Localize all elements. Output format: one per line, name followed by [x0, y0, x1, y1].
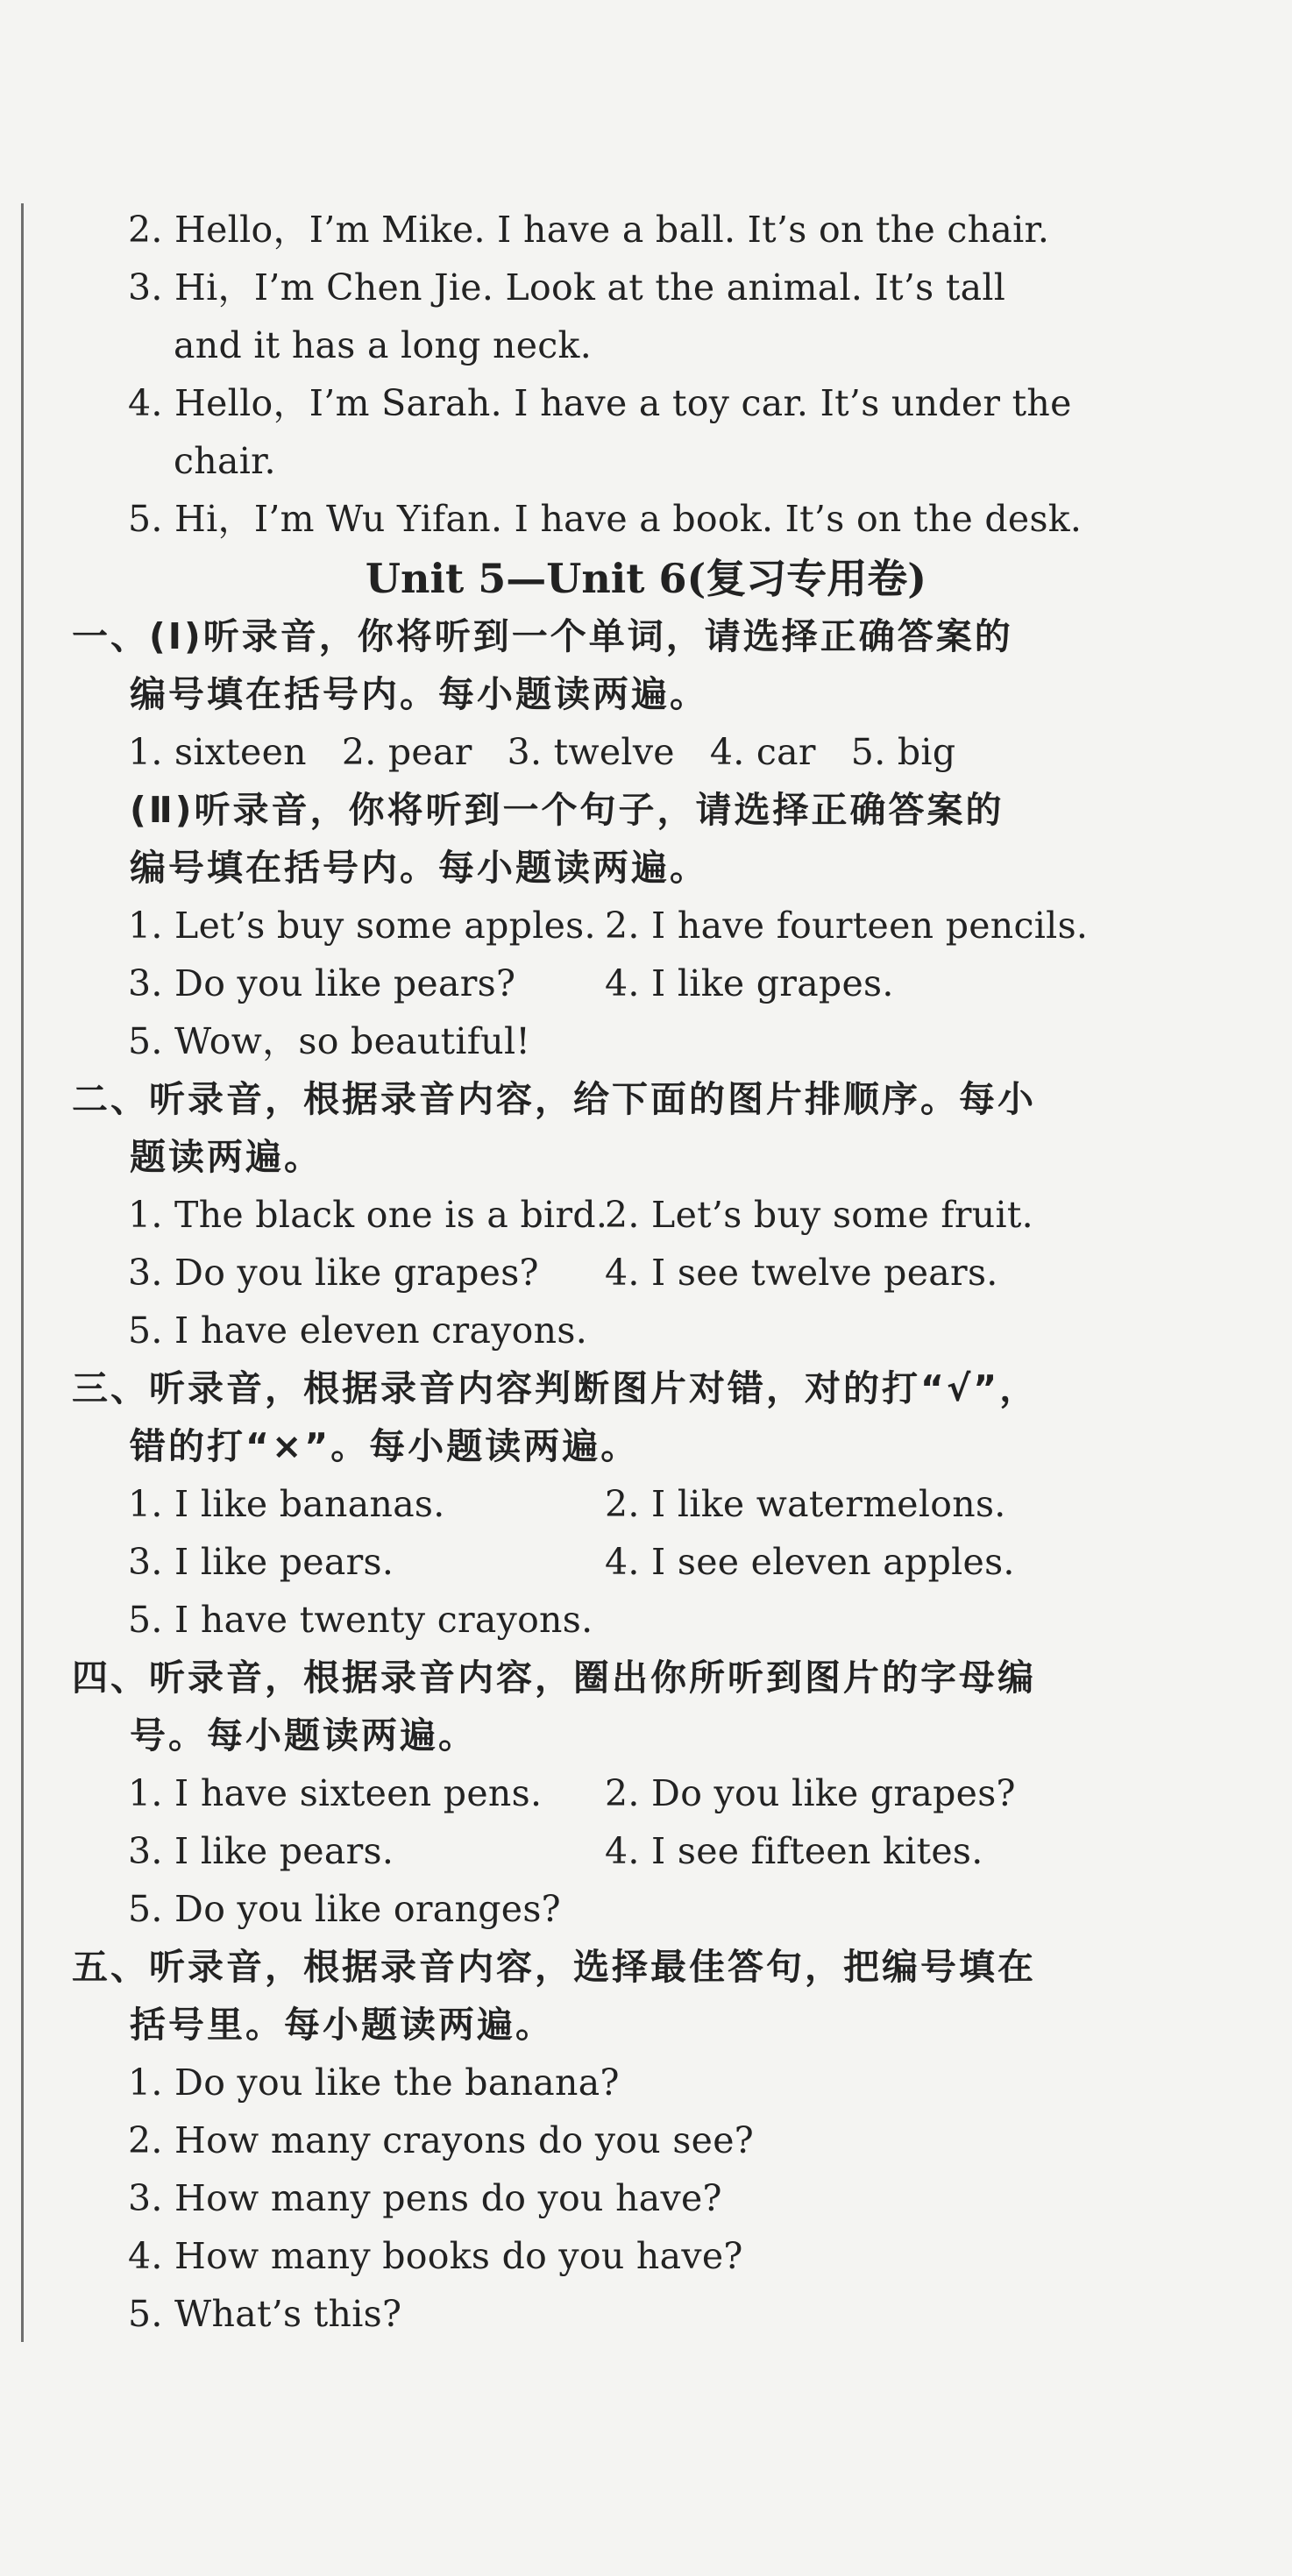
section-5-item-1: 1. Do you like the banana? [128, 2062, 620, 2104]
section-4-heading: 四、听录音，根据录音内容，圈出你所听到图片的字母编 [72, 1657, 1036, 1699]
prev-item-4-cont: chair. [174, 440, 276, 482]
section-4-item-2: 2. Do you like grapes? [605, 1772, 1016, 1814]
section-5-item-3: 3. How many pens do you have? [128, 2177, 722, 2219]
section-1-words: 1. sixteen 2. pear 3. twelve 4. car 5. big [128, 731, 956, 773]
section-1-item-4: 4. I like grapes. [605, 962, 894, 1004]
section-2-heading-cont: 题读两遍。 [130, 1136, 323, 1178]
prev-item-3: 3. Hi，I’m Chen Jie. Look at the animal. It’s tall [128, 266, 1006, 309]
section-4-item-5: 5. Do you like oranges? [128, 1888, 561, 1930]
left-margin-rule [21, 203, 24, 2342]
section-1-sub-heading: (Ⅱ)听录音，你将听到一个句子，请选择正确答案的 [130, 789, 1004, 831]
section-1-item-1: 1. Let’s buy some apples. [128, 905, 596, 947]
section-5-item-4: 4. How many books do you have? [128, 2235, 743, 2277]
section-3-item-5: 5. I have twenty crayons. [128, 1599, 593, 1641]
section-1-heading: 一、(Ⅰ)听录音，你将听到一个单词，请选择正确答案的 [72, 615, 1013, 657]
section-3-item-4: 4. I see eleven apples. [605, 1541, 1015, 1583]
section-4-item-1: 1. I have sixteen pens. [128, 1772, 543, 1814]
section-3-heading-cont: 错的打“×”。每小题读两遍。 [130, 1425, 640, 1467]
section-3-item-3: 3. I like pears. [128, 1541, 394, 1583]
section-4-heading-cont: 号。每小题读两遍。 [130, 1714, 477, 1756]
section-1-item-5: 5. Wow，so beautiful! [128, 1020, 531, 1062]
section-2-item-5: 5. I have eleven crayons. [128, 1309, 588, 1352]
section-4-item-4: 4. I see fifteen kites. [605, 1830, 983, 1872]
prev-item-4: 4. Hello，I’m Sarah. I have a toy car. It’s under the [128, 382, 1072, 424]
section-3-item-1: 1. I like bananas. [128, 1483, 445, 1525]
section-2-item-1: 1. The black one is a bird. [128, 1194, 608, 1236]
section-5-heading-cont: 括号里。每小题读两遍。 [130, 2004, 554, 2046]
section-3-item-2: 2. I like watermelons. [605, 1483, 1006, 1525]
section-2-item-3: 3. Do you like grapes? [128, 1252, 539, 1294]
section-4-item-3: 3. I like pears. [128, 1830, 394, 1872]
unit-title: Unit 5—Unit 6(复习专用卷) [365, 555, 927, 602]
section-1-heading-cont: 编号填在括号内。每小题读两遍。 [130, 673, 708, 715]
section-5-item-5: 5. What’s this? [128, 2293, 402, 2335]
prev-item-2: 2. Hello，I’m Mike. I have a ball. It’s on the chair. [128, 209, 1050, 251]
section-1-item-3: 3. Do you like pears? [128, 962, 516, 1004]
prev-item-5: 5. Hi，I’m Wu Yifan. I have a book. It’s on the desk. [128, 498, 1083, 540]
section-1-item-2: 2. I have fourteen pencils. [605, 905, 1089, 947]
section-5-heading: 五、听录音，根据录音内容，选择最佳答句，把编号填在 [72, 1946, 1036, 1988]
section-2-item-4: 4. I see twelve pears. [605, 1252, 998, 1294]
section-2-heading: 二、听录音，根据录音内容，给下面的图片排顺序。每小 [72, 1078, 1036, 1120]
section-1-sub-heading-cont: 编号填在括号内。每小题读两遍。 [130, 847, 708, 889]
section-3-heading: 三、听录音，根据录音内容判断图片对错，对的打“√”， [72, 1367, 1039, 1409]
section-2-item-2: 2. Let’s buy some fruit. [605, 1194, 1033, 1236]
prev-item-3-cont: and it has a long neck. [174, 324, 593, 366]
section-5-item-2: 2. How many crayons do you see? [128, 2119, 755, 2161]
